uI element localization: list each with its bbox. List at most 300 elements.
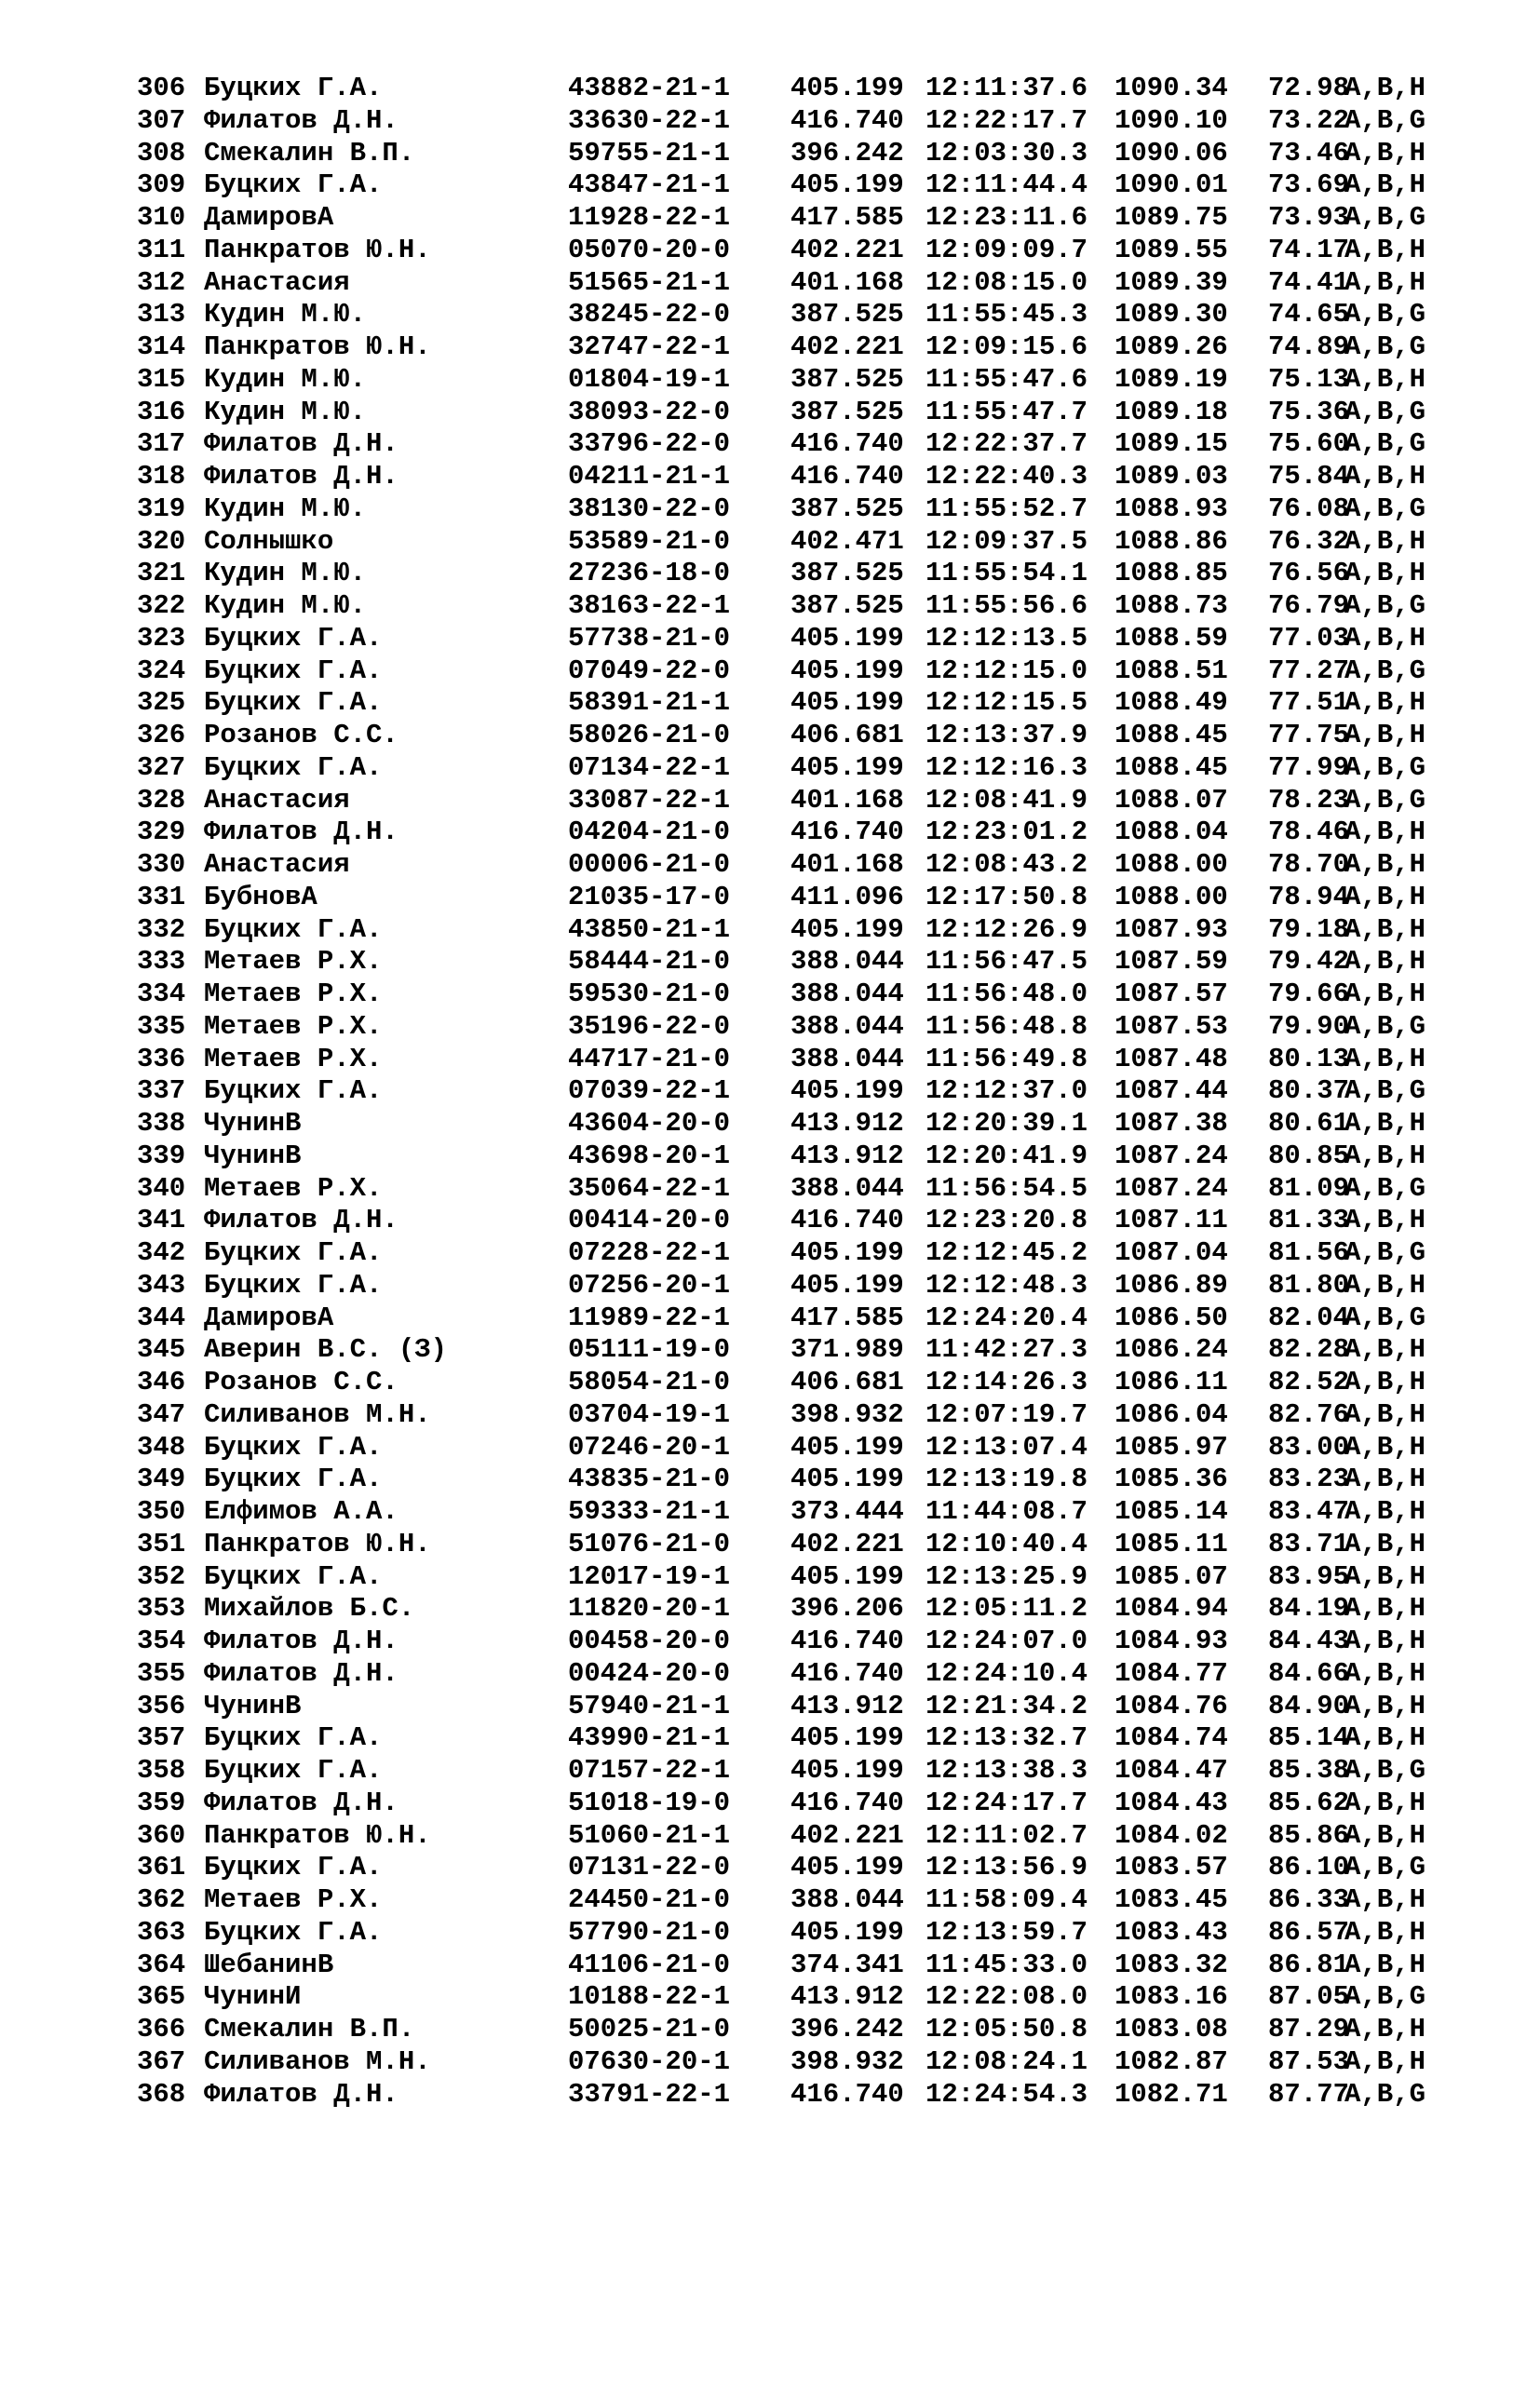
fancier-name: Филатов Д.Н. — [204, 428, 399, 460]
place-number: 329 — [137, 816, 186, 848]
fancier-name: Кудин М.Ю. — [204, 493, 367, 524]
result-row — [137, 558, 1426, 590]
distance-value: 388.044 — [790, 978, 904, 1009]
place-number: 320 — [137, 525, 186, 557]
distance-value: 401.168 — [790, 849, 904, 880]
arrival-time: 12:13:59.7 — [925, 1916, 1088, 1948]
speed-value: 1087.11 — [1114, 1205, 1228, 1236]
place-number: 347 — [137, 1398, 186, 1430]
speed-value: 1086.24 — [1114, 1334, 1228, 1366]
coefficient-value: 86.81 — [1268, 1949, 1350, 1980]
arrival-time: 12:13:37.9 — [925, 720, 1088, 750]
ring-number: 11928-22-1 — [568, 202, 731, 233]
distance-value: 405.199 — [790, 1464, 904, 1495]
ring-number: 57738-21-0 — [568, 622, 731, 654]
ring-number: 43698-20-1 — [568, 1140, 731, 1171]
coefficient-value: 80.37 — [1268, 1075, 1350, 1107]
coefficient-value: 83.23 — [1268, 1464, 1350, 1495]
arrival-time: 12:11:44.4 — [925, 169, 1088, 201]
speed-value: 1085.14 — [1114, 1496, 1228, 1527]
distance-value: 416.740 — [790, 816, 904, 848]
coefficient-value: 72.98 — [1268, 73, 1350, 103]
result-row — [137, 461, 1426, 493]
category-flags: A,B,H — [1344, 1043, 1426, 1074]
place-number: 367 — [137, 2045, 186, 2077]
distance-value: 405.199 — [790, 1560, 904, 1592]
arrival-time: 11:55:52.7 — [925, 493, 1088, 524]
place-number: 355 — [137, 1657, 186, 1689]
place-number: 307 — [137, 104, 186, 136]
result-row — [137, 784, 1426, 817]
category-flags: A,B,G — [1344, 2078, 1426, 2110]
category-flags: A,B,H — [1344, 1140, 1426, 1171]
ring-number: 07256-20-1 — [568, 1269, 731, 1301]
place-number: 356 — [137, 1690, 186, 1721]
category-flags: A,B,G — [1344, 1010, 1426, 1042]
arrival-time: 11:44:08.7 — [925, 1496, 1088, 1527]
speed-value: 1087.53 — [1114, 1010, 1228, 1042]
speed-value: 1083.16 — [1114, 1981, 1228, 2013]
category-flags: A,B,H — [1344, 1560, 1426, 1592]
place-number: 358 — [137, 1755, 186, 1786]
ring-number: 00424-20-0 — [568, 1657, 731, 1689]
coefficient-value: 78.70 — [1268, 849, 1350, 880]
category-flags: A,B,H — [1344, 558, 1426, 589]
arrival-time: 12:13:38.3 — [925, 1755, 1088, 1786]
fancier-name: Силиванов М.Н. — [204, 1398, 431, 1430]
result-row — [137, 363, 1426, 397]
ring-number: 51018-19-0 — [568, 1787, 731, 1818]
ring-number: 43850-21-1 — [568, 913, 731, 945]
ring-number: 35064-22-1 — [568, 1172, 731, 1204]
result-row — [137, 266, 1426, 300]
fancier-name: Буцких Г.А. — [204, 1916, 383, 1948]
category-flags: A,B,H — [1344, 1949, 1426, 1980]
coefficient-value: 83.95 — [1268, 1560, 1350, 1592]
fancier-name: Аверин В.С. (З) — [204, 1334, 448, 1366]
coefficient-value: 82.76 — [1268, 1398, 1350, 1430]
result-row — [137, 137, 1426, 170]
category-flags: A,B,H — [1344, 946, 1426, 978]
result-row — [137, 946, 1426, 978]
distance-value: 371.989 — [790, 1334, 904, 1366]
ring-number: 01804-19-1 — [568, 363, 731, 395]
category-flags: A,B,H — [1344, 363, 1426, 395]
ring-number: 00414-20-0 — [568, 1205, 731, 1236]
coefficient-value: 75.84 — [1268, 461, 1350, 492]
speed-value: 1087.93 — [1114, 913, 1228, 945]
speed-value: 1082.87 — [1114, 2045, 1228, 2077]
ring-number: 10188-22-1 — [568, 1981, 731, 2013]
result-row — [137, 1884, 1426, 1917]
ring-number: 43835-21-0 — [568, 1464, 731, 1495]
ring-number: 35196-22-0 — [568, 1010, 731, 1042]
ring-number: 33630-22-1 — [568, 104, 731, 136]
distance-value: 402.471 — [790, 525, 904, 557]
place-number: 339 — [137, 1140, 186, 1171]
category-flags: A,B,H — [1344, 720, 1426, 750]
arrival-time: 12:23:11.6 — [925, 202, 1088, 233]
arrival-time: 11:42:27.3 — [925, 1334, 1088, 1366]
fancier-name: ЧунинИ — [204, 1981, 302, 2013]
category-flags: A,B,H — [1344, 1626, 1426, 1656]
result-row — [137, 1334, 1426, 1367]
category-flags: A,B,H — [1344, 1916, 1426, 1948]
result-row — [137, 816, 1426, 849]
coefficient-value: 82.04 — [1268, 1302, 1350, 1333]
place-number: 340 — [137, 1172, 186, 1204]
category-flags: A,B,H — [1344, 137, 1426, 169]
coefficient-value: 75.13 — [1268, 363, 1350, 395]
fancier-name: Метаев Р.Х. — [204, 978, 383, 1009]
result-row — [137, 1075, 1426, 1108]
distance-value: 387.525 — [790, 363, 904, 395]
speed-value: 1087.44 — [1114, 1075, 1228, 1107]
place-number: 313 — [137, 299, 186, 331]
distance-value: 396.242 — [790, 137, 904, 169]
speed-value: 1088.93 — [1114, 493, 1228, 524]
category-flags: A,B,G — [1344, 493, 1426, 524]
coefficient-value: 74.89 — [1268, 331, 1350, 362]
fancier-name: Розанов С.С. — [204, 1367, 399, 1397]
speed-value: 1086.04 — [1114, 1398, 1228, 1430]
fancier-name: Филатов Д.Н. — [204, 1657, 399, 1689]
coefficient-value: 74.17 — [1268, 234, 1350, 265]
fancier-name: Филатов Д.Н. — [204, 1205, 399, 1236]
speed-value: 1084.93 — [1114, 1626, 1228, 1656]
fancier-name: Кудин М.Ю. — [204, 590, 367, 621]
distance-value: 387.525 — [790, 558, 904, 589]
distance-value: 405.199 — [790, 1269, 904, 1301]
speed-value: 1087.24 — [1114, 1140, 1228, 1171]
ring-number: 59530-21-0 — [568, 978, 731, 1009]
place-number: 312 — [137, 266, 186, 298]
result-row — [137, 1205, 1426, 1237]
speed-value: 1086.50 — [1114, 1302, 1228, 1333]
place-number: 332 — [137, 913, 186, 945]
ring-number: 59333-21-1 — [568, 1496, 731, 1527]
ring-number: 58391-21-1 — [568, 687, 731, 719]
arrival-time: 11:56:47.5 — [925, 946, 1088, 978]
category-flags: A,B,H — [1344, 1528, 1426, 1559]
result-row — [137, 1269, 1426, 1302]
coefficient-value: 76.56 — [1268, 558, 1350, 589]
arrival-time: 12:13:07.4 — [925, 1431, 1088, 1463]
speed-value: 1084.43 — [1114, 1787, 1228, 1818]
ring-number: 07134-22-1 — [568, 751, 731, 783]
speed-value: 1084.76 — [1114, 1690, 1228, 1721]
place-number: 308 — [137, 137, 186, 169]
arrival-time: 12:13:19.8 — [925, 1464, 1088, 1495]
ring-number: 51076-21-0 — [568, 1528, 731, 1559]
fancier-name: Буцких Г.А. — [204, 1075, 383, 1107]
category-flags: A,B,G — [1344, 1237, 1426, 1268]
category-flags: A,B,H — [1344, 1690, 1426, 1721]
category-flags: A,B,G — [1344, 1302, 1426, 1333]
speed-value: 1086.89 — [1114, 1269, 1228, 1301]
category-flags: A,B,G — [1344, 396, 1426, 427]
fancier-name: ЧунинВ — [204, 1140, 302, 1171]
ring-number: 03704-19-1 — [568, 1398, 731, 1430]
distance-value: 405.199 — [790, 73, 904, 103]
fancier-name: Метаев Р.Х. — [204, 1043, 383, 1074]
distance-value: 406.681 — [790, 720, 904, 750]
arrival-time: 12:14:26.3 — [925, 1367, 1088, 1397]
result-row — [137, 1852, 1426, 1884]
ring-number: 07157-22-1 — [568, 1755, 731, 1786]
category-flags: A,B,H — [1344, 816, 1426, 848]
fancier-name: Буцких Г.А. — [204, 687, 383, 719]
category-flags: A,B,H — [1344, 881, 1426, 912]
speed-value: 1084.47 — [1114, 1755, 1228, 1786]
place-number: 350 — [137, 1496, 186, 1527]
result-row — [137, 978, 1426, 1011]
arrival-time: 12:22:17.7 — [925, 104, 1088, 136]
result-row — [137, 104, 1426, 138]
speed-value: 1083.32 — [1114, 1949, 1228, 1980]
fancier-name: Метаев Р.Х. — [204, 1010, 383, 1042]
coefficient-value: 73.22 — [1268, 104, 1350, 136]
place-number: 366 — [137, 2014, 186, 2044]
speed-value: 1089.75 — [1114, 202, 1228, 233]
fancier-name: Буцких Г.А. — [204, 622, 383, 654]
coefficient-value: 77.75 — [1268, 720, 1350, 750]
result-row — [137, 2045, 1426, 2079]
category-flags: A,B,H — [1344, 73, 1426, 103]
result-row — [137, 299, 1426, 331]
ring-number: 33087-22-1 — [568, 784, 731, 816]
distance-value: 417.585 — [790, 202, 904, 233]
category-flags: A,B,H — [1344, 1269, 1426, 1301]
fancier-name: Смекалин В.П. — [204, 137, 415, 169]
coefficient-value: 85.14 — [1268, 1722, 1350, 1754]
place-number: 327 — [137, 751, 186, 783]
ring-number: 33796-22-0 — [568, 428, 731, 460]
result-row — [137, 1787, 1426, 1820]
result-row — [137, 654, 1426, 688]
arrival-time: 12:13:32.7 — [925, 1722, 1088, 1754]
place-number: 311 — [137, 234, 186, 265]
category-flags: A,B,H — [1344, 913, 1426, 945]
arrival-time: 12:24:20.4 — [925, 1302, 1088, 1333]
fancier-name: Смекалин В.П. — [204, 2014, 415, 2044]
place-number: 317 — [137, 428, 186, 460]
coefficient-value: 79.90 — [1268, 1010, 1350, 1042]
ring-number: 07228-22-1 — [568, 1237, 731, 1268]
fancier-name: Филатов Д.Н. — [204, 816, 399, 848]
result-row — [137, 1431, 1426, 1464]
coefficient-value: 76.79 — [1268, 590, 1350, 621]
coefficient-value: 82.28 — [1268, 1334, 1350, 1366]
arrival-time: 11:55:47.6 — [925, 363, 1088, 395]
coefficient-value: 85.62 — [1268, 1787, 1350, 1818]
speed-value: 1083.45 — [1114, 1884, 1228, 1915]
coefficient-value: 83.47 — [1268, 1496, 1350, 1527]
category-flags: A,B,H — [1344, 622, 1426, 654]
result-row — [137, 331, 1426, 364]
coefficient-value: 86.10 — [1268, 1852, 1350, 1883]
speed-value: 1088.00 — [1114, 849, 1228, 880]
place-number: 351 — [137, 1528, 186, 1559]
category-flags: A,B,H — [1344, 1367, 1426, 1397]
distance-value: 402.221 — [790, 331, 904, 362]
fancier-name: Буцких Г.А. — [204, 751, 383, 783]
fancier-name: Метаев Р.Х. — [204, 946, 383, 978]
arrival-time: 12:24:10.4 — [925, 1657, 1088, 1689]
place-number: 319 — [137, 493, 186, 524]
distance-value: 401.168 — [790, 784, 904, 816]
result-row — [137, 1722, 1426, 1755]
arrival-time: 11:56:49.8 — [925, 1043, 1088, 1074]
speed-value: 1088.51 — [1114, 654, 1228, 686]
ring-number: 59755-21-1 — [568, 137, 731, 169]
category-flags: A,B,H — [1344, 1593, 1426, 1625]
category-flags: A,B,H — [1344, 687, 1426, 719]
speed-value: 1089.30 — [1114, 299, 1228, 331]
arrival-time: 12:12:26.9 — [925, 913, 1088, 945]
fancier-name: Буцких Г.А. — [204, 654, 383, 686]
coefficient-value: 78.94 — [1268, 881, 1350, 912]
place-number: 349 — [137, 1464, 186, 1495]
result-row — [137, 881, 1426, 914]
coefficient-value: 85.38 — [1268, 1755, 1350, 1786]
result-row — [137, 1302, 1426, 1335]
distance-value: 413.912 — [790, 1140, 904, 1171]
coefficient-value: 76.32 — [1268, 525, 1350, 557]
fancier-name: Кудин М.Ю. — [204, 299, 367, 331]
fancier-name: ЧунинВ — [204, 1690, 302, 1721]
ring-number: 32747-22-1 — [568, 331, 731, 362]
place-number: 342 — [137, 1237, 186, 1268]
coefficient-value: 87.05 — [1268, 1981, 1350, 2013]
speed-value: 1084.94 — [1114, 1593, 1228, 1625]
result-row — [137, 1916, 1426, 1950]
result-row — [137, 169, 1426, 202]
fancier-name: Анастасия — [204, 849, 350, 880]
result-row — [137, 1755, 1426, 1788]
distance-value: 387.525 — [790, 396, 904, 427]
place-number: 306 — [137, 73, 186, 103]
ring-number: 43990-21-1 — [568, 1722, 731, 1754]
speed-value: 1089.39 — [1114, 266, 1228, 298]
arrival-time: 12:09:09.7 — [925, 234, 1088, 265]
result-row — [137, 1010, 1426, 1044]
coefficient-value: 87.77 — [1268, 2078, 1350, 2110]
ring-number: 27236-18-0 — [568, 558, 731, 589]
speed-value: 1085.11 — [1114, 1528, 1228, 1559]
distance-value: 405.199 — [790, 622, 904, 654]
result-row — [137, 1690, 1426, 1723]
place-number: 328 — [137, 784, 186, 816]
ring-number: 51565-21-1 — [568, 266, 731, 298]
category-flags: A,B,G — [1344, 104, 1426, 136]
place-number: 316 — [137, 396, 186, 427]
arrival-time: 12:05:11.2 — [925, 1593, 1088, 1625]
fancier-name: Филатов Д.Н. — [204, 104, 399, 136]
fancier-name: Силиванов М.Н. — [204, 2045, 431, 2077]
result-row — [137, 1496, 1426, 1529]
distance-value: 405.199 — [790, 654, 904, 686]
ring-number: 58054-21-0 — [568, 1367, 731, 1397]
distance-value: 413.912 — [790, 1690, 904, 1721]
category-flags: A,B,G — [1344, 1172, 1426, 1204]
place-number: 341 — [137, 1205, 186, 1236]
ring-number: 05111-19-0 — [568, 1334, 731, 1366]
ring-number: 43847-21-1 — [568, 169, 731, 201]
place-number: 331 — [137, 881, 186, 912]
fancier-name: Михайлов Б.С. — [204, 1593, 415, 1625]
place-number: 365 — [137, 1981, 186, 2013]
category-flags: A,B,H — [1344, 1496, 1426, 1527]
distance-value: 388.044 — [790, 1010, 904, 1042]
arrival-time: 12:24:07.0 — [925, 1626, 1088, 1656]
arrival-time: 12:08:43.2 — [925, 849, 1088, 880]
distance-value: 402.221 — [790, 234, 904, 265]
speed-value: 1089.03 — [1114, 461, 1228, 492]
arrival-time: 12:10:40.4 — [925, 1528, 1088, 1559]
place-number: 324 — [137, 654, 186, 686]
result-row — [137, 1626, 1426, 1658]
category-flags: A,B,H — [1344, 1884, 1426, 1915]
distance-value: 417.585 — [790, 1302, 904, 1333]
ring-number: 04204-21-0 — [568, 816, 731, 848]
arrival-time: 12:23:01.2 — [925, 816, 1088, 848]
place-number: 360 — [137, 1819, 186, 1851]
coefficient-value: 81.09 — [1268, 1172, 1350, 1204]
coefficient-value: 85.86 — [1268, 1819, 1350, 1851]
arrival-time: 11:55:54.1 — [925, 558, 1088, 589]
category-flags: A,B,G — [1344, 331, 1426, 362]
speed-value: 1088.73 — [1114, 590, 1228, 621]
fancier-name: Панкратов Ю.Н. — [204, 234, 431, 265]
place-number: 334 — [137, 978, 186, 1009]
speed-value: 1089.26 — [1114, 331, 1228, 362]
place-number: 353 — [137, 1593, 186, 1625]
result-row — [137, 1560, 1426, 1594]
category-flags: A,B,H — [1344, 849, 1426, 880]
ring-number: 51060-21-1 — [568, 1819, 731, 1851]
fancier-name: Буцких Г.А. — [204, 1237, 383, 1268]
category-flags: A,B,G — [1344, 1755, 1426, 1786]
coefficient-value: 84.66 — [1268, 1657, 1350, 1689]
speed-value: 1085.07 — [1114, 1560, 1228, 1592]
result-row — [137, 1819, 1426, 1853]
coefficient-value: 80.85 — [1268, 1140, 1350, 1171]
arrival-time: 12:24:17.7 — [925, 1787, 1088, 1818]
speed-value: 1086.11 — [1114, 1367, 1228, 1397]
ring-number: 58026-21-0 — [568, 720, 731, 750]
result-row — [137, 493, 1426, 526]
ring-number: 21035-17-0 — [568, 881, 731, 912]
category-flags: A,B,H — [1344, 978, 1426, 1009]
fancier-name: Буцких Г.А. — [204, 1560, 383, 1592]
arrival-time: 11:55:47.7 — [925, 396, 1088, 427]
category-flags: A,B,H — [1344, 1108, 1426, 1139]
distance-value: 387.525 — [790, 493, 904, 524]
coefficient-value: 87.29 — [1268, 2014, 1350, 2044]
result-row — [137, 1237, 1426, 1270]
fancier-name: Кудин М.Ю. — [204, 396, 367, 427]
ring-number: 53589-21-0 — [568, 525, 731, 557]
category-flags: A,B,G — [1344, 784, 1426, 816]
fancier-name: Розанов С.С. — [204, 720, 399, 750]
fancier-name: Кудин М.Ю. — [204, 558, 367, 589]
category-flags: A,B,H — [1344, 266, 1426, 298]
place-number: 315 — [137, 363, 186, 395]
coefficient-value: 76.08 — [1268, 493, 1350, 524]
result-row — [137, 1981, 1426, 2014]
arrival-time: 12:12:13.5 — [925, 622, 1088, 654]
